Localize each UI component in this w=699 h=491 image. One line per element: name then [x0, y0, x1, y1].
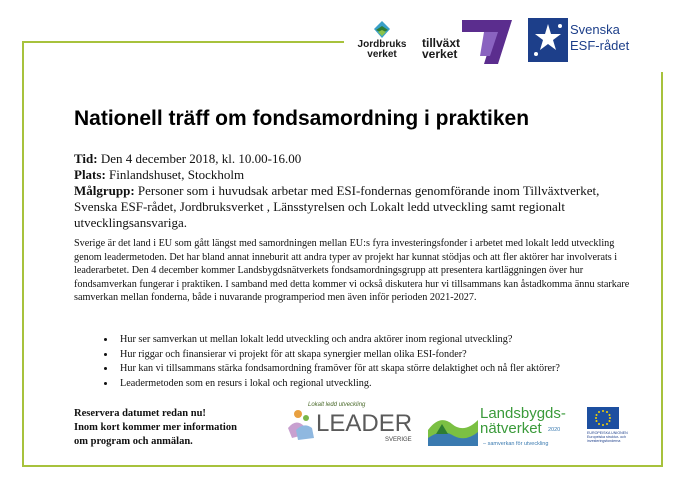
tillvaxt-line2: verket: [422, 47, 458, 61]
event-place: [74, 167, 614, 183]
leader-tagline: Lokalt ledd utveckling: [308, 402, 366, 408]
event-time: [74, 151, 614, 167]
intro-paragraph: Sverige är det land i EU som gått längst med samordningen mellan EU:s fyra investeringsfonder i arbetet med lokalt ledd utveckling genom leadermetoden. Det har bland annat inneburit att andra typer av projekt har kunnat stödjas och att fler aktörer har involverats i leaderarbetet. Den 4 december kommer Landsbygdsnätverkets fondsamordningsgrupp att presentera kartläggningen över hur fondsamverkan fungerar i praktiken. I samband med detta kommer vi också diskutera hur vi tillsammans kan åstadkomma ännu starkare samverkan mellan fonderna, både i nuvarande programperiod men även inför perioden 2021-2027.: [74, 238, 630, 303]
leader-hands-icon: [286, 408, 316, 442]
list-item: • Hur kan vi tillsammans stärka fondsamordning framöver för att skapa större delaktighet och nå fler aktörer?: [116, 362, 636, 377]
tillvaxtverket-name: [422, 38, 460, 60]
esf-name: [570, 22, 629, 54]
audience-label: Målgrupp:: [74, 183, 135, 198]
list-item: • Leadermetoden som en resurs i lokal och regional utveckling.: [116, 377, 636, 392]
place-value: Finlandshuset, Stockholm: [105, 167, 245, 182]
reserve-line1: Reservera datumet redan nu!: [74, 408, 206, 419]
tillvaxtverket-logo: [422, 20, 512, 64]
leader-wordmark: LEADER: [316, 410, 413, 437]
eu-line1: EUROPEISKA UNIONEN: [587, 431, 628, 435]
lbn-name-line2: nätverket: [480, 420, 542, 437]
jordbruksverket-drop-icon: [372, 20, 392, 40]
list-item: • Hur ser samverkan ut mellan lokalt ledd utveckling och andra aktörer inom regional utveckling?: [116, 333, 636, 348]
event-details: [74, 151, 614, 231]
lbn-tagline: – samverkan för utveckling: [483, 441, 549, 447]
eu-line2: Europeiska struktur- och: [587, 435, 626, 440]
reserve-line2: Inom kort kommer mer information: [74, 422, 237, 433]
page-title: Nationell träff om fondsamordning i praktiken: [74, 107, 530, 130]
time-label: Tid:: [74, 151, 98, 166]
tillvaxt-line1: tillväxt: [422, 36, 461, 50]
audience-value: Personer som i huvudsak arbetar med ESI-fondernas genomförande inom Tillväxtverket, Svenska ESF-rådet, Jordbruksverket , Länsstyrelsen och Lokalt ledd utveckling samt regionalt utvecklingsansvariga.: [74, 183, 600, 230]
jordbruksverket-logo: [354, 20, 410, 64]
reserve-line3: om program och anmälan.: [74, 436, 193, 447]
tillvaxtverket-arrow-icon: [454, 20, 512, 64]
leader-logo: [286, 402, 416, 452]
esf-line2: ESF-rådet: [570, 38, 630, 53]
esf-star-icon: [528, 18, 568, 62]
discussion-questions: [102, 333, 636, 391]
landsbygdsnatverket-logo: [428, 405, 578, 452]
partner-logos-top: [344, 20, 664, 72]
save-the-date-note: [74, 407, 274, 449]
lbn-year: 2020: [548, 427, 561, 433]
lbn-name-line1: Landsbygds-: [480, 405, 566, 422]
landscape-icon: [428, 410, 478, 446]
esf-line1: Svenska: [570, 22, 620, 37]
leader-country: SVERIGE: [385, 437, 412, 443]
eu-text: [587, 431, 631, 444]
list-item: • Hur riggar och finansierar vi projekt för att skapa synergier mellan olika ESI-fonder?: [116, 348, 636, 363]
eu-line3: investeringsfonderna: [587, 439, 621, 444]
time-value: Den 4 december 2018, kl. 10.00-16.00: [97, 151, 302, 166]
event-audience: [74, 183, 614, 231]
svenska-esf-radet-logo: [528, 18, 664, 66]
eu-flag-icon: [587, 407, 619, 429]
eu-funds-logo: [587, 407, 631, 451]
jordbruksverket-name: Jordbruks verket: [357, 39, 407, 60]
place-label: Plats:: [74, 167, 106, 182]
